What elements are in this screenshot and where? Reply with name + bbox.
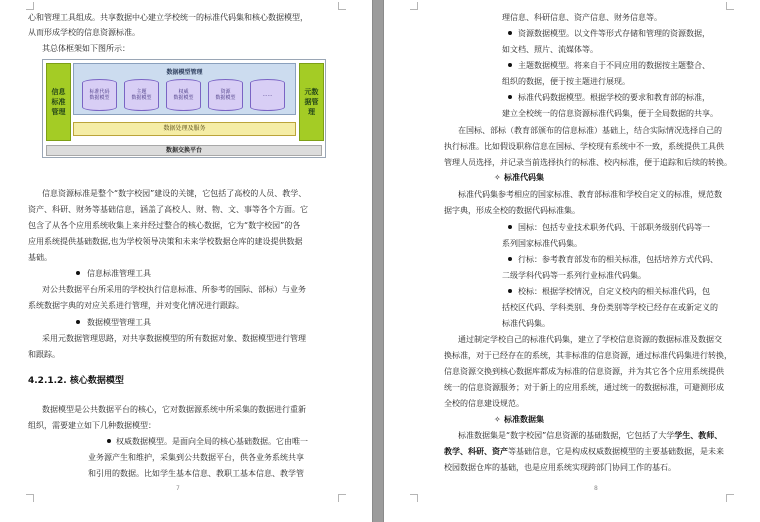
cylinder-label: 数据模型 bbox=[89, 95, 110, 101]
crop-mark bbox=[726, 2, 734, 10]
paragraph-line: 心和管理工具组成。共享数据中心建立学校统一的标准代码集和核心数据模型， bbox=[28, 13, 308, 22]
paragraph-line: 对公共数据平台所采用的学校执行信息标准、所参考的国际、部标）与业务 bbox=[42, 285, 306, 294]
paragraph-line: 应用系统提供基础数据,也为学校领导决策和未来学校数据仓库的建设提供数据 bbox=[28, 237, 303, 246]
text-run-bold: 学生、教师、 bbox=[674, 431, 723, 440]
paragraph-line: 在国标、部标（教育部颁布的信息标准）基础上，结合实际情况选择自己的 bbox=[458, 126, 722, 135]
paragraph-line: 二级学科代码等一系列行业标准代码集。 bbox=[502, 271, 646, 280]
data-exchange-bar: 数据交换平台 bbox=[46, 145, 322, 156]
crop-mark bbox=[410, 494, 418, 502]
subsection-heading: 标准代码集 bbox=[504, 173, 544, 182]
bullet-icon bbox=[508, 257, 512, 261]
paragraph-line: 统一的信息资源服务；对于新上的应用系统，通过统一的数据标准，可避测形成 bbox=[444, 383, 724, 392]
bullet-icon bbox=[107, 439, 111, 443]
text-run: 等基础信息，它是构成权威数据模型的主要基础数据，是未来 bbox=[508, 447, 724, 456]
bullet-text: 主题数据模型。将来自于不同应用的数据按主题整合、 bbox=[518, 61, 710, 70]
subsection-diamond-icon: ✧ bbox=[494, 415, 501, 424]
cylinder-label: 数据模型 bbox=[215, 95, 236, 101]
paragraph-line: 组织，需要建立如下几种数据模型： bbox=[28, 421, 156, 430]
bullet-text: 行标：参考教育部发布的相关标准，包括培养方式代码、 bbox=[518, 255, 718, 264]
paragraph-line: 括校区代码、学科类别、身份类别等学校已经存在或新定义的 bbox=[502, 303, 718, 312]
paragraph-line: 如文档、照片、流媒体等。 bbox=[502, 45, 598, 54]
paragraph-line: 数据模型是公共数据平台的核心，它对数据源系统中所采集的数据进行重新 bbox=[42, 405, 306, 414]
paragraph-line: 换标准，对于已经存在的系统，其非标准的信息资源，通过标准代码集进行转换， bbox=[444, 351, 732, 360]
paragraph-line: 包含了从各个应用系统收集上来并经过整合的核心数据，它为“数字校园”的各 bbox=[28, 221, 301, 230]
page-number: 7 bbox=[176, 485, 180, 492]
paragraph-line: 建立全校统一的信息资源标准代码集，便于全局数据的共享。 bbox=[502, 109, 718, 118]
text-run-bold: 教学、科研、资产 bbox=[444, 447, 508, 456]
cylinder-label: 数据模型 bbox=[131, 95, 152, 101]
paragraph-line: 系列国家标准代码集。 bbox=[502, 239, 582, 248]
paragraph-line: 采用元数据管理思路，对共享数据模型的所有数据对象、数据模型进行管理 bbox=[42, 334, 306, 343]
bullet-heading: 信息标准管理工具 bbox=[87, 269, 151, 278]
paragraph-line: 和跟踪。 bbox=[28, 350, 60, 359]
paragraph-line: 从而形成学校的信息资源标准。 bbox=[28, 28, 140, 37]
paragraph-line: 校园数据仓库的基础，也是应用系统实现跨部门协同工作的基石。 bbox=[444, 463, 676, 472]
data-processing-bar: 数据处理及服务 bbox=[73, 122, 296, 136]
diagram-right-box: 元数据管理 bbox=[299, 63, 324, 141]
bullet-icon bbox=[76, 320, 80, 324]
cylinder-label: 资源 bbox=[220, 89, 231, 95]
paragraph-line: 全校的信息建设规范。 bbox=[444, 399, 524, 408]
bullet-heading: 数据模型管理工具 bbox=[87, 318, 151, 327]
bullet-icon bbox=[508, 95, 512, 99]
paragraph-line: 执行标准。比如假设职称信息在国标、学校现有系统中不一致，系统提供工具供 bbox=[444, 142, 724, 151]
bullet-text: 国标：包括专业技术职务代码、干部职务级别代码等一 bbox=[518, 223, 710, 232]
paragraph-line: 通过制定学校自己的标准代码集，建立了学校信息资源的数据标准及数据交 bbox=[458, 335, 722, 344]
bullet-text: 权威数据模型。是面向全局的核心基础数据。它由唯一 bbox=[116, 437, 308, 446]
bullet-icon bbox=[76, 271, 80, 275]
crop-mark bbox=[410, 2, 418, 10]
paragraph-line: 管理人员选择，并记录当前选择执行的标准、校内标准，便于追踪和后续的转换。 bbox=[444, 158, 732, 167]
crop-mark bbox=[338, 2, 346, 10]
paragraph-line: 系统数据字典的对应关系进行管理，并对变化情况进行跟踪。 bbox=[28, 301, 244, 310]
cylinder-more bbox=[250, 79, 285, 111]
paragraph-line: 资产、科研、财务等基础信息，涵盖了高校人、财、物、文、事等各个方面。它 bbox=[28, 205, 308, 214]
cylinder-label: 权威 bbox=[178, 89, 189, 95]
bullet-icon bbox=[508, 63, 512, 67]
bullet-icon bbox=[508, 225, 512, 229]
cylinder-label: 主题 bbox=[136, 89, 147, 95]
data-model-management-box bbox=[73, 63, 296, 115]
subsection-heading: 标准数据集 bbox=[504, 415, 544, 424]
cylinder-theme bbox=[124, 79, 159, 111]
page-gutter bbox=[372, 0, 384, 522]
paragraph-line: 据字典，形成全校的数据代码标准集。 bbox=[444, 206, 580, 215]
cylinder-resource bbox=[208, 79, 243, 111]
paragraph-line bbox=[458, 431, 722, 440]
bullet-text: 校标：根据学校情况，自定义校内的相关标准代码，包 bbox=[518, 287, 710, 296]
bullet-text: 资源数据模型。以文件等形式存储和管理的资源数据， bbox=[518, 29, 710, 38]
bullet-text: 标准代码数据模型。根据学校的要求和教育部的标准， bbox=[518, 93, 710, 102]
text-run: 标准数据集是“数字校园”信息资源的基础数据，它包括了大学 bbox=[458, 431, 675, 440]
bullet-icon bbox=[508, 31, 512, 35]
paragraph-line: 其总体框架如下图所示： bbox=[42, 44, 130, 53]
bullet-icon bbox=[508, 289, 512, 293]
cylinder-label: 数据模型 bbox=[173, 95, 194, 101]
crop-mark bbox=[26, 494, 34, 502]
paragraph-line: 业务源产生和维护，采集到公共数据平台，供各业务系统共享 bbox=[88, 453, 304, 462]
paragraph-line: 理信息、科研信息、资产信息、财务信息等。 bbox=[502, 13, 662, 22]
paragraph-line: 标准代码集参考相应的国家标准、教育部标准和学校自定义的标准，规范数 bbox=[458, 190, 722, 199]
page-number: 8 bbox=[594, 485, 598, 492]
cylinder-label: 标准代码 bbox=[89, 89, 110, 95]
crop-mark bbox=[726, 494, 734, 502]
paragraph-line: 信息资源交换到核心数据库都成为标准的信息资源，并为其它各个应用系统提供 bbox=[444, 367, 724, 376]
section-heading: 4.2.1.2. 核心数据模型 bbox=[28, 376, 124, 386]
subsection-diamond-icon: ✧ bbox=[494, 173, 501, 182]
paragraph-line: 基础。 bbox=[28, 253, 52, 262]
framework-diagram bbox=[42, 59, 326, 158]
cylinder-authority bbox=[166, 79, 201, 111]
paragraph-line: 标准代码集。 bbox=[502, 319, 550, 328]
cylinder-standard-code bbox=[82, 79, 117, 111]
cylinder-label: …… bbox=[262, 92, 273, 98]
document-page-left bbox=[0, 0, 372, 522]
paragraph-line: 信息资源标准是整个“数字校园”建设的关键，它包括了高校的人员、教学、 bbox=[42, 189, 307, 198]
crop-mark bbox=[338, 494, 346, 502]
crop-mark bbox=[26, 2, 34, 10]
paragraph-line: 和引用的数据。比如学生基本信息、教职工基本信息、教学管 bbox=[88, 469, 304, 478]
diagram-center-title: 数据模型管理 bbox=[166, 69, 203, 76]
paragraph-line bbox=[444, 447, 724, 456]
paragraph-line: 组织的数据，便于按主题进行展现。 bbox=[502, 77, 630, 86]
diagram-left-box: 信息标准管理 bbox=[46, 63, 71, 141]
document-page-right bbox=[384, 0, 760, 522]
